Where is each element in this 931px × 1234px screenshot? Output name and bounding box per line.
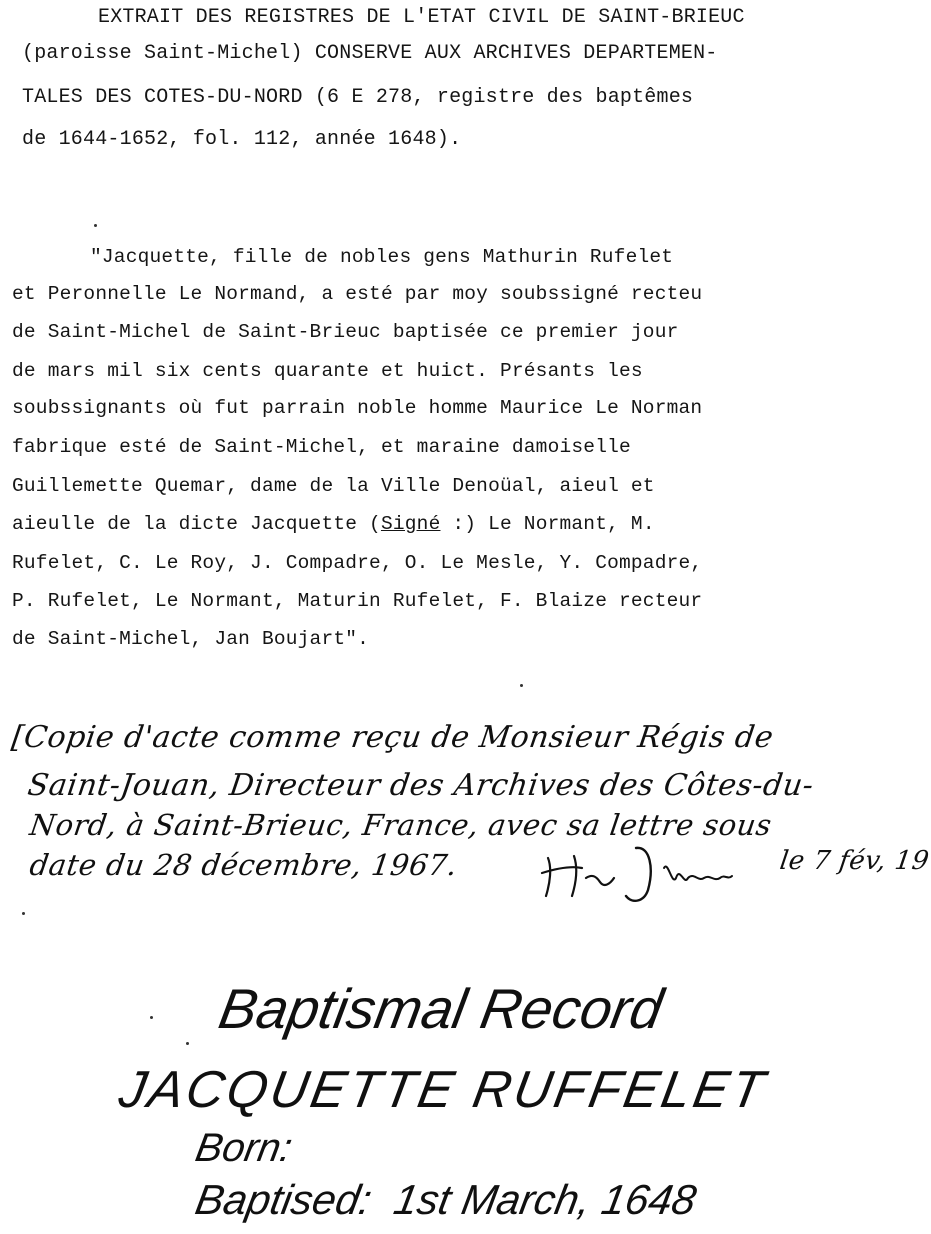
baptised-line bbox=[192, 1176, 700, 1224]
note-line-2: Saint-Jouan, Directeur des Archives des Côtes-du- bbox=[25, 768, 816, 803]
body-line-8 bbox=[12, 513, 655, 535]
body-line-6: fabrique esté de Saint-Michel, et maraine damoiselle bbox=[12, 436, 631, 458]
note-date: le 7 fév, 19 bbox=[777, 846, 931, 876]
body-line-11: de Saint-Michel, Jan Boujart". bbox=[12, 628, 370, 650]
baptised-date: 1st March, 1648 bbox=[390, 1176, 700, 1223]
header-line-4: de 1644-1652, fol. 112, année 1648). bbox=[22, 128, 462, 151]
body-line-9: Rufelet, C. Le Roy, J. Compadre, O. Le Mesle, Y. Compadre, bbox=[12, 552, 703, 574]
header-line-1: EXTRAIT DES REGISTRES DE L'ETAT CIVIL DE SAINT-BRIEUC bbox=[98, 6, 745, 29]
baptised-label: Baptised: bbox=[191, 1176, 376, 1223]
scan-speck bbox=[520, 684, 523, 687]
body-line-1: "Jacquette, fille de nobles gens Mathurin Rufelet bbox=[90, 246, 674, 268]
body-line-3: de Saint-Michel de Saint-Brieuc baptisée ce premier jour bbox=[12, 321, 679, 343]
record-name: JACQUETTE RUFFELET bbox=[114, 1061, 772, 1119]
note-line-3: Nord, à Saint-Brieuc, France, avec sa lettre sous bbox=[27, 808, 774, 842]
body-line-8-end: :) Le Normant, M. bbox=[440, 513, 655, 535]
note-line-4: date du 28 décembre, 1967. bbox=[27, 848, 460, 882]
handwritten-signature bbox=[538, 838, 738, 908]
born-label: Born: bbox=[192, 1126, 296, 1170]
scan-speck bbox=[94, 224, 97, 227]
scan-speck bbox=[186, 1042, 189, 1045]
header-line-3: TALES DES COTES-DU-NORD (6 E 278, registre des baptêmes bbox=[22, 86, 694, 109]
body-line-10: P. Rufelet, Le Normant, Maturin Rufelet, F. Blaize recteur bbox=[12, 590, 703, 612]
record-title: Baptismal Record bbox=[214, 977, 668, 1040]
note-line-1: [Copie d'acte comme reçu de Monsieur Régis de bbox=[9, 720, 776, 755]
body-line-5: soubssignants où fut parrain noble homme Maurice Le Norman bbox=[12, 397, 703, 419]
scan-speck bbox=[150, 1016, 153, 1019]
signe-underlined: Signé bbox=[380, 513, 441, 535]
body-line-2: et Peronnelle Le Normand, a esté par moy soubssigné recteu bbox=[12, 283, 703, 305]
header-line-2: (paroisse Saint-Michel) CONSERVE AUX ARCHIVES DEPARTEMEN- bbox=[22, 42, 718, 65]
body-line-7: Guillemette Quemar, dame de la Ville Denoüal, aieul et bbox=[12, 475, 655, 497]
body-line-4: de mars mil six cents quarante et huict. Présants les bbox=[12, 360, 643, 382]
scan-speck bbox=[22, 912, 25, 915]
body-line-8-start: aieulle de la dicte Jacquette ( bbox=[12, 513, 381, 535]
